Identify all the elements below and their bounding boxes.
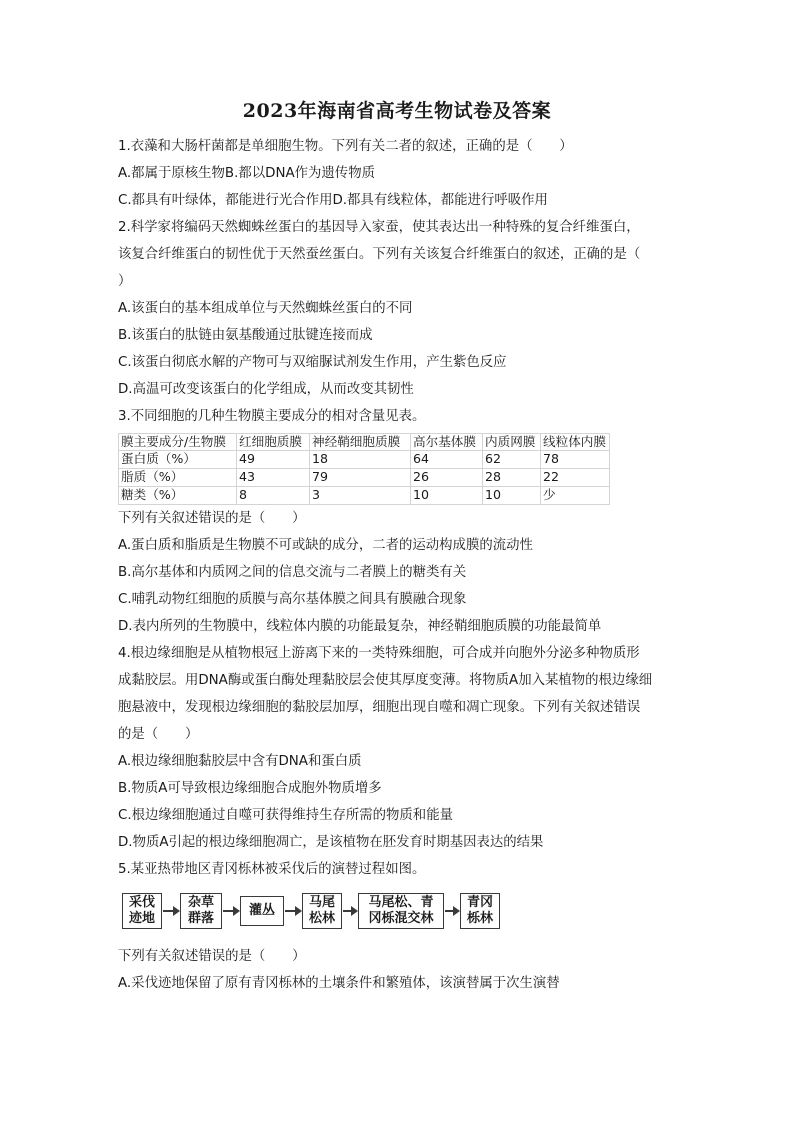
q4-option-a: A.根边缘细胞黏胶层中含有DNA和蛋白质 xyxy=(118,754,362,769)
q3-option-a: A.蛋白质和脂质是生物膜不可或缺的成分，二者的运动构成膜的流动性 xyxy=(118,538,533,553)
table-cell: 少 xyxy=(541,487,610,505)
flow-node-oak-forest xyxy=(460,893,500,929)
q2-option-a: A.该蛋白的基本组成单位与天然蜘蛛丝蛋白的不同 xyxy=(118,301,413,316)
flow-arrow xyxy=(223,910,238,912)
flow-node-text: 迹地 xyxy=(128,911,155,926)
table-row xyxy=(119,469,610,487)
q4-option-c: C.根边缘细胞通过自噬可获得维持生存所需的物质和能量 xyxy=(118,808,453,823)
table-cell: 26 xyxy=(411,469,483,487)
table-cell: 10 xyxy=(411,487,483,505)
table-cell: 蛋白质（%） xyxy=(119,451,237,469)
flow-node-text: 马尾 xyxy=(308,895,335,910)
table-cell: 18 xyxy=(310,451,411,469)
q3-question: 下列有关叙述错误的是（ ） xyxy=(118,511,306,526)
q3-option-b: B.高尔基体和内质网之间的信息交流与二者膜上的糖类有关 xyxy=(118,565,467,580)
flow-node-text: 青冈 xyxy=(466,895,493,910)
flow-node-text: 采伐 xyxy=(128,895,155,910)
table-header-cell: 高尔基体膜 xyxy=(411,434,483,451)
q3-option-d: D.表内所列的生物膜中，线粒体内膜的功能最复杂，神经鞘细胞质膜的功能最简单 xyxy=(118,619,602,634)
flow-arrow xyxy=(163,910,178,912)
table-cell: 79 xyxy=(310,469,411,487)
table-cell: 22 xyxy=(541,469,610,487)
table-cell: 28 xyxy=(483,469,541,487)
table-header-cell: 内质网膜 xyxy=(483,434,541,451)
table-row xyxy=(119,487,610,505)
table-cell: 49 xyxy=(237,451,310,469)
q3-stem: 3.不同细胞的几种生物膜主要成分的相对含量见表。 xyxy=(118,409,426,424)
q5-question: 下列有关叙述错误的是（ ） xyxy=(118,949,306,964)
table-cell: 62 xyxy=(483,451,541,469)
q2-stem-line1: 2.科学家将编码天然蜘蛛丝蛋白的基因导入家蚕，使其表达出一种特殊的复合纤维蛋白， xyxy=(118,220,640,235)
table-header-cell: 线粒体内膜 xyxy=(541,434,610,451)
table-cell: 43 xyxy=(237,469,310,487)
flow-arrow xyxy=(285,910,300,912)
page-title: 2023年海南省高考生物试卷及答案 xyxy=(242,100,552,122)
table-cell: 3 xyxy=(310,487,411,505)
q3-option-c: C.哺乳动物红细胞的质膜与高尔基体膜之间具有膜融合现象 xyxy=(118,592,467,607)
membrane-table xyxy=(118,433,610,505)
table-header-cell: 膜主要成分/生物膜 xyxy=(119,434,237,451)
flow-arrow xyxy=(445,910,458,912)
flow-node-text: 马尾松、青 xyxy=(368,895,434,910)
q2-stem-line3: ） xyxy=(118,274,132,289)
flow-node-mixed-forest xyxy=(358,893,444,929)
flow-node-text: 栎林 xyxy=(466,911,493,926)
table-header-row xyxy=(119,434,610,451)
succession-flowchart xyxy=(118,889,678,939)
q2-option-b: B.该蛋白的肽链由氨基酸通过肽键连接而成 xyxy=(118,328,373,343)
table-cell: 64 xyxy=(411,451,483,469)
q4-option-d: D.物质A引起的根边缘细胞凋亡，是该植物在胚发育时期基因表达的结果 xyxy=(118,835,544,850)
flow-node-text: 杂草 xyxy=(187,895,214,910)
q4-stem-line2: 成黏胶层。用DNA酶或蛋白酶处理黏胶层会使其厚度变薄。将物质A加入某植物的根边缘细 xyxy=(118,673,653,688)
table-row xyxy=(119,451,610,469)
q5-option-a: A.采伐迹地保留了原有青冈栎林的土壤条件和繁殖体，该演替属于次生演替 xyxy=(118,976,560,991)
flow-node-weeds xyxy=(180,893,222,929)
table-cell: 脂质（%） xyxy=(119,469,237,487)
table-cell: 10 xyxy=(483,487,541,505)
flow-node-cutover xyxy=(122,893,162,929)
table-cell: 糖类（%） xyxy=(119,487,237,505)
table-cell: 8 xyxy=(237,487,310,505)
flow-node-text: 群落 xyxy=(187,911,214,926)
flow-node-shrub xyxy=(240,896,284,926)
q4-stem-line1: 4.根边缘细胞是从植物根冠上游离下来的一类特殊细胞，可合成并向胞外分泌多种物质形 xyxy=(118,646,640,661)
q2-option-c: C.该蛋白彻底水解的产物可与双缩脲试剂发生作用，产生紫色反应 xyxy=(118,355,507,370)
q4-stem-line3: 胞悬液中，发现根边缘细胞的黏胶层加厚，细胞出现自噬和凋亡现象。下列有关叙述错误 xyxy=(118,700,641,715)
table-header-cell: 神经鞘细胞质膜 xyxy=(310,434,411,451)
flow-node-text: 冈栎混交林 xyxy=(368,911,434,926)
q5-stem: 5.某亚热带地区青冈栎林被采伐后的演替过程如图。 xyxy=(118,862,426,877)
table-header-cell: 红细胞质膜 xyxy=(237,434,310,451)
q1-options-ab: A.都属于原核生物B.都以DNA作为遗传物质 xyxy=(118,166,375,181)
q2-option-d: D.高温可改变该蛋白的化学组成，从而改变其韧性 xyxy=(118,382,414,397)
exam-content xyxy=(118,133,678,997)
flow-arrow xyxy=(343,910,356,912)
table-cell: 78 xyxy=(541,451,610,469)
q4-stem-line4: 的是（ ） xyxy=(118,727,199,742)
q1-options-cd: C.都具有叶绿体，都能进行光合作用D.都具有线粒体，都能进行呼吸作用 xyxy=(118,193,548,208)
q4-option-b: B.物质A可导致根边缘细胞合成胞外物质增多 xyxy=(118,781,382,796)
flow-node-text: 灌丛 xyxy=(248,903,275,918)
q2-stem-line2: 该复合纤维蛋白的韧性优于天然蚕丝蛋白。下列有关该复合纤维蛋白的叙述，正确的是（ xyxy=(118,247,641,262)
flow-node-pine xyxy=(302,893,342,929)
flow-node-text: 松林 xyxy=(308,911,335,926)
q1-stem: 1.衣藻和大肠杆菌都是单细胞生物。下列有关二者的叙述，正确的是（ ） xyxy=(118,139,573,154)
